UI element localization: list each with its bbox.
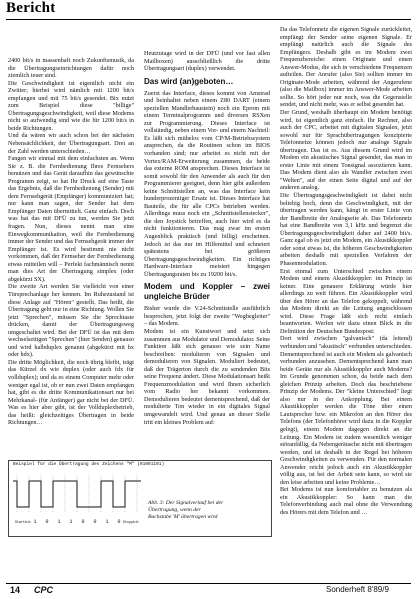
paragraph: Die Geschwindigkeit ist eigentlich nicht ein Zwitter; hierbei wird nämlich mit 1200 bit/s empfangen und mit 75 bit/s gesendet. Btx nutzt zum Beispiel diese "billige" Übertragungsgeschwindigkeit, weil diese Modems nicht so aufwendig sind wie die für 1200 bit/s in beide Richtungen. <box>8 79 134 132</box>
paragraph: Modem ist ein Kunstwort und setzt sich zusammen aus Modulator und Demodulator. Seine Funktion läßt sich genauso wie sein Name beschreiben: modulieren von Signalen und demodulieren von Signalen. Moduliert bedeutet, daß der Trägerton durch die zu sendenden Bits seine Frequenz ändert. Diese Modulationsart heißt Frequenzmodulation und wird Ihnen sicherlich vom Radio her bekannt vorkommen. Demodulieren bedeutet dementsprechend, daß der modulierte Ton wieder in ein digitales Signal umgewandelt wird. Und genau an dieser Stelle tritt ein kleines Problem auf: <box>144 327 270 426</box>
bit-label: 0 <box>81 519 85 525</box>
paragraph: Die dritte Möglichkeit, die noch übrig bleibt, trägt das Kürzel dx wie duplex (oder auch fdx für vollduplex); und da es einem Computer mehr oder weniger egal ist, ob er nun zwei Daten empfangen hat, gibt es die dritte Kommunikationsart nur bei Mehrkanal- (für Anfänger) gar nicht bei der DFÜ. Was es hier aber gibt, ist der Vollduplexbetrieb, das heißt: gleichzeitiges Übertragen in beide Richtungen… <box>8 358 134 427</box>
bit-label: 0 <box>93 519 97 525</box>
bit-label: Stoppbit <box>122 521 140 525</box>
paragraph: Bisher wurde die V.24-Schnittstelle ausführlich besprochen, jetzt folgt der zweite "Wegbegleiter" – das Modem. <box>144 305 270 328</box>
paragraph: Heutzutage wird in der DFÜ (und vor fast allen Mailboxen) ausschließlich die dritte Übertragungsart (duplex) verwendet. <box>144 50 270 73</box>
issue-label: Sonderheft 8'89/9 <box>326 585 389 594</box>
bit-label: 0 <box>117 519 121 525</box>
figure-title: Beispiel für die Übertragung des Zeichens "M" (01001101) <box>13 462 165 467</box>
bit-label: 1 <box>33 519 37 525</box>
paragraph: Die Übertragungsgeschwindigkeit ist dabei nicht beliebig hoch, denn die Geschwindigkeit, mit der übertragen werden kann, hängt in erster Linie von der Bandbreite der Analogseite ab. Das Telefonnetz hat eine Bandbreite von 3,1 kHz und begrenzt die Übertragungsgeschwindigkeit daher auf 2400 bit/s. Ganz egal ob es jetzt ein Modem, ein Akustikkoppler oder sonst etwas ist, die höheren Geschwindigkeiten arbeiten deshalb mit speziellen Verfahren der Phasenmodulation. <box>280 192 412 267</box>
paragraph: Erst einmal zum Unterschied zwischen einem Modem und einem Akustikkoppler: im Prinzip ist keiner. Eine genauere Erklärung würde hier allerdings zu weit führen. Ein Akustikkoppler wird über den Hörer an das Telefon gekoppelt, während das Modem direkt an die Leitung angeschlossen wird. Diese Frage läßt sich recht einfach beantworten. Werfen wir dazu einen Blick in die Definition der Deutschen Bundespost: <box>280 267 412 335</box>
paragraph: Dort wird zwischen "galvanisch" (da leitend) verbunden und "akustisch" verbunden unterschieden. Dementsprechend ist auch ein Modem als galvanisch verbunden anzusehen. Dementsprechend kann man beide Geräte nur als Akustikkoppler auch Modems? Im Grunde genommen schon, da beide nach dem gleichen Prinzip arbeiten. Doch das beschriebene Prinzip der Modems. Der "kleine Unterschied" liegt also nur in der Ankopplung. Bei einem Akustikkoppler werden die Töne über einen Lautsprecher bzw. ein Mikrofon an den Hörer des Telefons (der Telefonhörer wird dazu in die Koppler gelegt), einem Modem dagegen direkt an die Leitung. Ein Modem ist zudem wesentlich weniger störanfällig, da Nebengeräusche nicht mit übertragen werden, und ist deshalb in der Regel bei höheren Geschwindigkeiten zu verwenden. Für den normalen Anwender reicht jedoch auch ein Akustikkoppler völlig aus, ist bei der Arbeit sein kann, so wird sie den leise arbeiten und keine Probleme… <box>280 335 412 486</box>
column-2 <box>144 50 270 426</box>
column-1 <box>8 57 134 427</box>
subheading-interface: Das wird (an)geboten… <box>144 76 234 86</box>
signal-figure <box>8 460 272 537</box>
paragraph: Bei Modems ist nun komfortabler zu benutzen als ein Akustikkoppler: So kann man die Telefonverbindung auch mal ohne die Verwendung des Hörers mit dem Telefon und … <box>280 486 412 516</box>
paragraph: Und da wären wir auch schon bei der nächsten Nebensächlichkeit, der Übertragungsart. Drei an der Zahl werden unterschieden… <box>8 132 134 155</box>
paragraph: Da das Telefonnetz die eigenen Signale zurückleitet, empfängt der Sender seine eigenen Signale. Er empfängt natürlich auch die Signale des Empfängers. Deshalb gibt es im Modem zwei Frequenzbereiche: einen Originate und einen Answer-Modus, die sich in verschiedene Frequenzen aufteilen. Der Anrufer (also Sie) sollten immer im Originate-Mode arbeiten, während der Angerufene (also die Mailbox) immer im Answer-Mode arbeiten sollte. So hört jeder nur noch, was die Gegenstelle sendet, und nicht mehr, was er selbst gesendet hat. <box>280 26 412 109</box>
magazine-logo: CPC <box>34 585 54 595</box>
signal-line <box>13 481 141 507</box>
paragraph: Der Grund, weshalb überhaupt ein Modem benötigt wird, ist eigentlich ganz einfach. Ihr Rechner, also auch der CPC, arbeitet mit digitalen Signalen, jetzt sowohl nur für Sprachübertragungen konzipierte Telefonnetze können jedoch nur analoge Signale übertragen. Das ist es. Aus diesem Grund wird im Modem ein akustisches Signal gesendet, das man in erster Linie mit einem Tonsignal assoziieren kann. Das Modem dient also als Wandler zwischen zwei "Welten", auf der einen Seite digital und auf der anderen analog. <box>280 109 412 192</box>
header-rule <box>6 19 411 20</box>
bit-label: Startbit <box>14 521 32 525</box>
bit-label: 1 <box>69 519 73 525</box>
paragraph: Zuerst das Interface, dieses kommt von Amstrad und beinhaltet neben einem Z80 DART (einem speziellen Mandlerbaustein) noch ein Eprom mit einem Terminalprogramm und diversen RSXen zur Programmierung. Dieses Interface ist vollständig, neben einem Vor- und einem Nachteil: Es läßt sich mühelos vom CP/M-Betriebssystem ansprechen, da die Routinen schon im BIOS vorhanden sind; nur arbeitet es nicht mit der Vortex/RAM-Erweiterung zusammen, da beide das externe ROM ansprechen. Dieses Interface ist somit sowohl für den Anwender als auch für den Programmierer geeignet, denn hier gibt außerdem keine Schnittstellen an, was das Interface kein hunderprozentiger Ersatz ist. Dieses Interface hat Bauteile, die für alle CPCs betrieben werden. Allerdings muss noch ein „Schnittstellenstecker", die den Joystick betreffen, auch hier wird es da nicht funktionieren. Das mag zwar im ersten Augenblick praktisch (und billig) erscheinen. Jedoch ist das nur im Hilfemittel und schneiert spätestens bei größeren Übertragungsgeschwindigkeiten. Ein richtiges Hardware-Interface meistert hingegen Übertragungsraten bis zu 19200 bit/s. <box>144 89 270 278</box>
bit-label: 1 <box>57 519 61 525</box>
bit-label: 1 <box>105 519 109 525</box>
subheading-modem: Modem und Koppler – zwei ungleiche Brüder <box>144 282 270 302</box>
bit-label: 0 <box>45 519 49 525</box>
footer-rule <box>6 583 411 584</box>
figure-caption: Abb. 3: Der Signalverlauf bei der Übertragung, wenn der Buchstabe 'M' übertragen wird <box>148 500 224 520</box>
paragraph: Fangen wir einmal mit dem einfachsten an. Wenn Sie z. B. die Fernbedienung Ihres Fernsehers benutzen und das Gerät daraufhin das gewünschte Programm zeigt, so hat Ihr Druck auf eine Taste das Ergebnis, daß die Fernbedienung (Sender) mit dem Fernsehgerät (Empfänger) kommuniziert hat; nur kann man sagen, der Sender hat dem Empfänger Daten übermittelt. Ganz einfach. Doch was hat das mit DFÜ zu tun, werden Sie jetzt fragen. Nun, dieses nennt man eine Einwegkommunikation, weil die Fernbedienung immer der Sender und das Fernsehgerät immer der Empfänger ist. Es wird bestimmt nie nicht vorkommen, daß der Fernseher der Fernbedienung etwas mitteilen will – Perfekt fachmännisch nennt man dies Art der Übertragung simplex (oder abgekürzt SX). <box>8 155 134 283</box>
page-number: 14 <box>10 585 21 595</box>
paragraph: Die zweite Art werden Sie vielleicht von einer Türsprechanlage her kennen. Im Ruhezustand ist diese Anlage auf "Hören" gestellt. Das heißt, die Übertragung geht nur in eine Richtung. Wollen Sie jetzt "Sprechen", müssen Sie die Sprechtaste drücken, damit der Übertragungsweg umgeschaltet wird. Bei der DFÜ ist das mit dem wechselseitigen "Sprechen" (hier Senden) genauso und wird halbduplex genannt (abgekürzt mit hx oder hdx). <box>8 283 134 359</box>
paragraph: 2400 bit/s in massenhaft noch Zukunftsmusik, da die Übertragungseinrichtungen dafür noch ziemlich teuer sind. <box>8 57 134 80</box>
column-3 <box>280 26 412 517</box>
section-header: Bericht <box>6 0 56 16</box>
signal-waveform <box>9 467 149 533</box>
